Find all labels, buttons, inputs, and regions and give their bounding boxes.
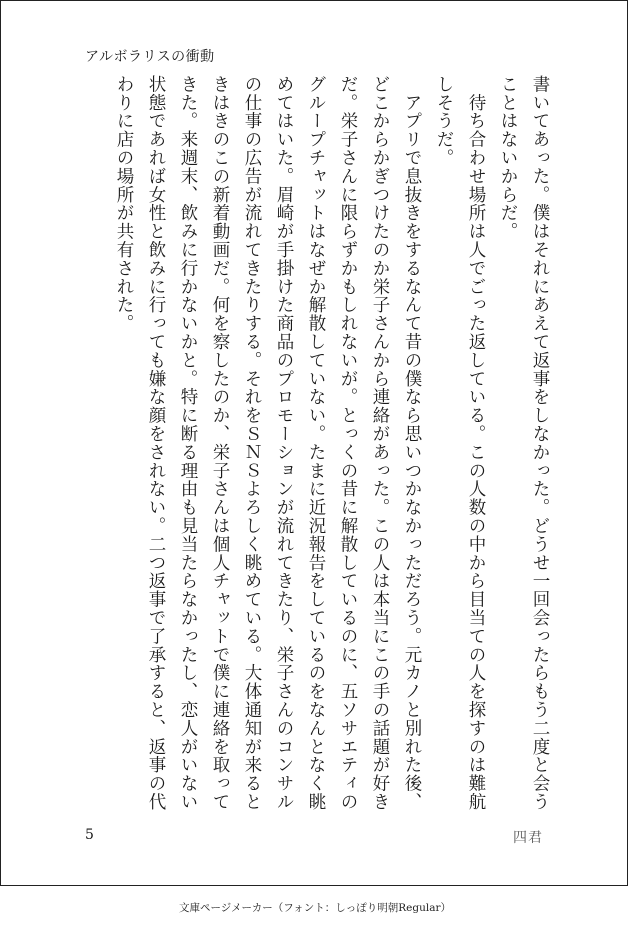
- vertical-body-text: [76, 75, 556, 815]
- paragraph: アプリで息抜きをするなんて昔の僕なら思いつかなかっただろう。元カノと別れた後、どこからかぎつけたのか栄子さんから連絡があった。この人は本当にこの手の話題が好きだ。栄子さんに限らずかもしれないが。とっくの昔に解散しているのに、五ソサエティのグループチャットはなぜか解散していない。たまに近況報告をしているのをなんとなく眺めてはいた。眉崎が手掛けた商品のプロモーションが流れてきたり、栄子さんのコンサルの仕事の広告が流れてきたりする。それをＳＮＳよろしく眺めている。大体通知が来るときはきのこの新着動画だ。何を察したのか、栄子さんは個人チャットで僕に連絡を取ってきた。来週末、飲みに行かないかと。特に断る理由も見当たらなかったし、恋人がいない状態であれば女性と飲みに行っても嫌な顔をされない。二つ返事で了承すると、返事の代わりに店の場所が共有された。: [114, 75, 422, 811]
- paragraph: 待ち合わせ場所は人でごった返している。この人数の中から目当ての人を探すのは難航しそうだ。: [434, 75, 486, 811]
- page-number: 5: [85, 827, 94, 843]
- paragraph: 書いてあった。僕はそれにあえて返事をしなかった。どうせ一回会ったらもう二度と会うことはないからだ。: [498, 75, 550, 811]
- author-name: 四君: [513, 830, 543, 846]
- running-head-title: アルボラリスの衝動: [85, 49, 215, 65]
- generator-credit: 文庫ページメーカー（フォント：しっぽり明朝Regular）: [179, 902, 451, 914]
